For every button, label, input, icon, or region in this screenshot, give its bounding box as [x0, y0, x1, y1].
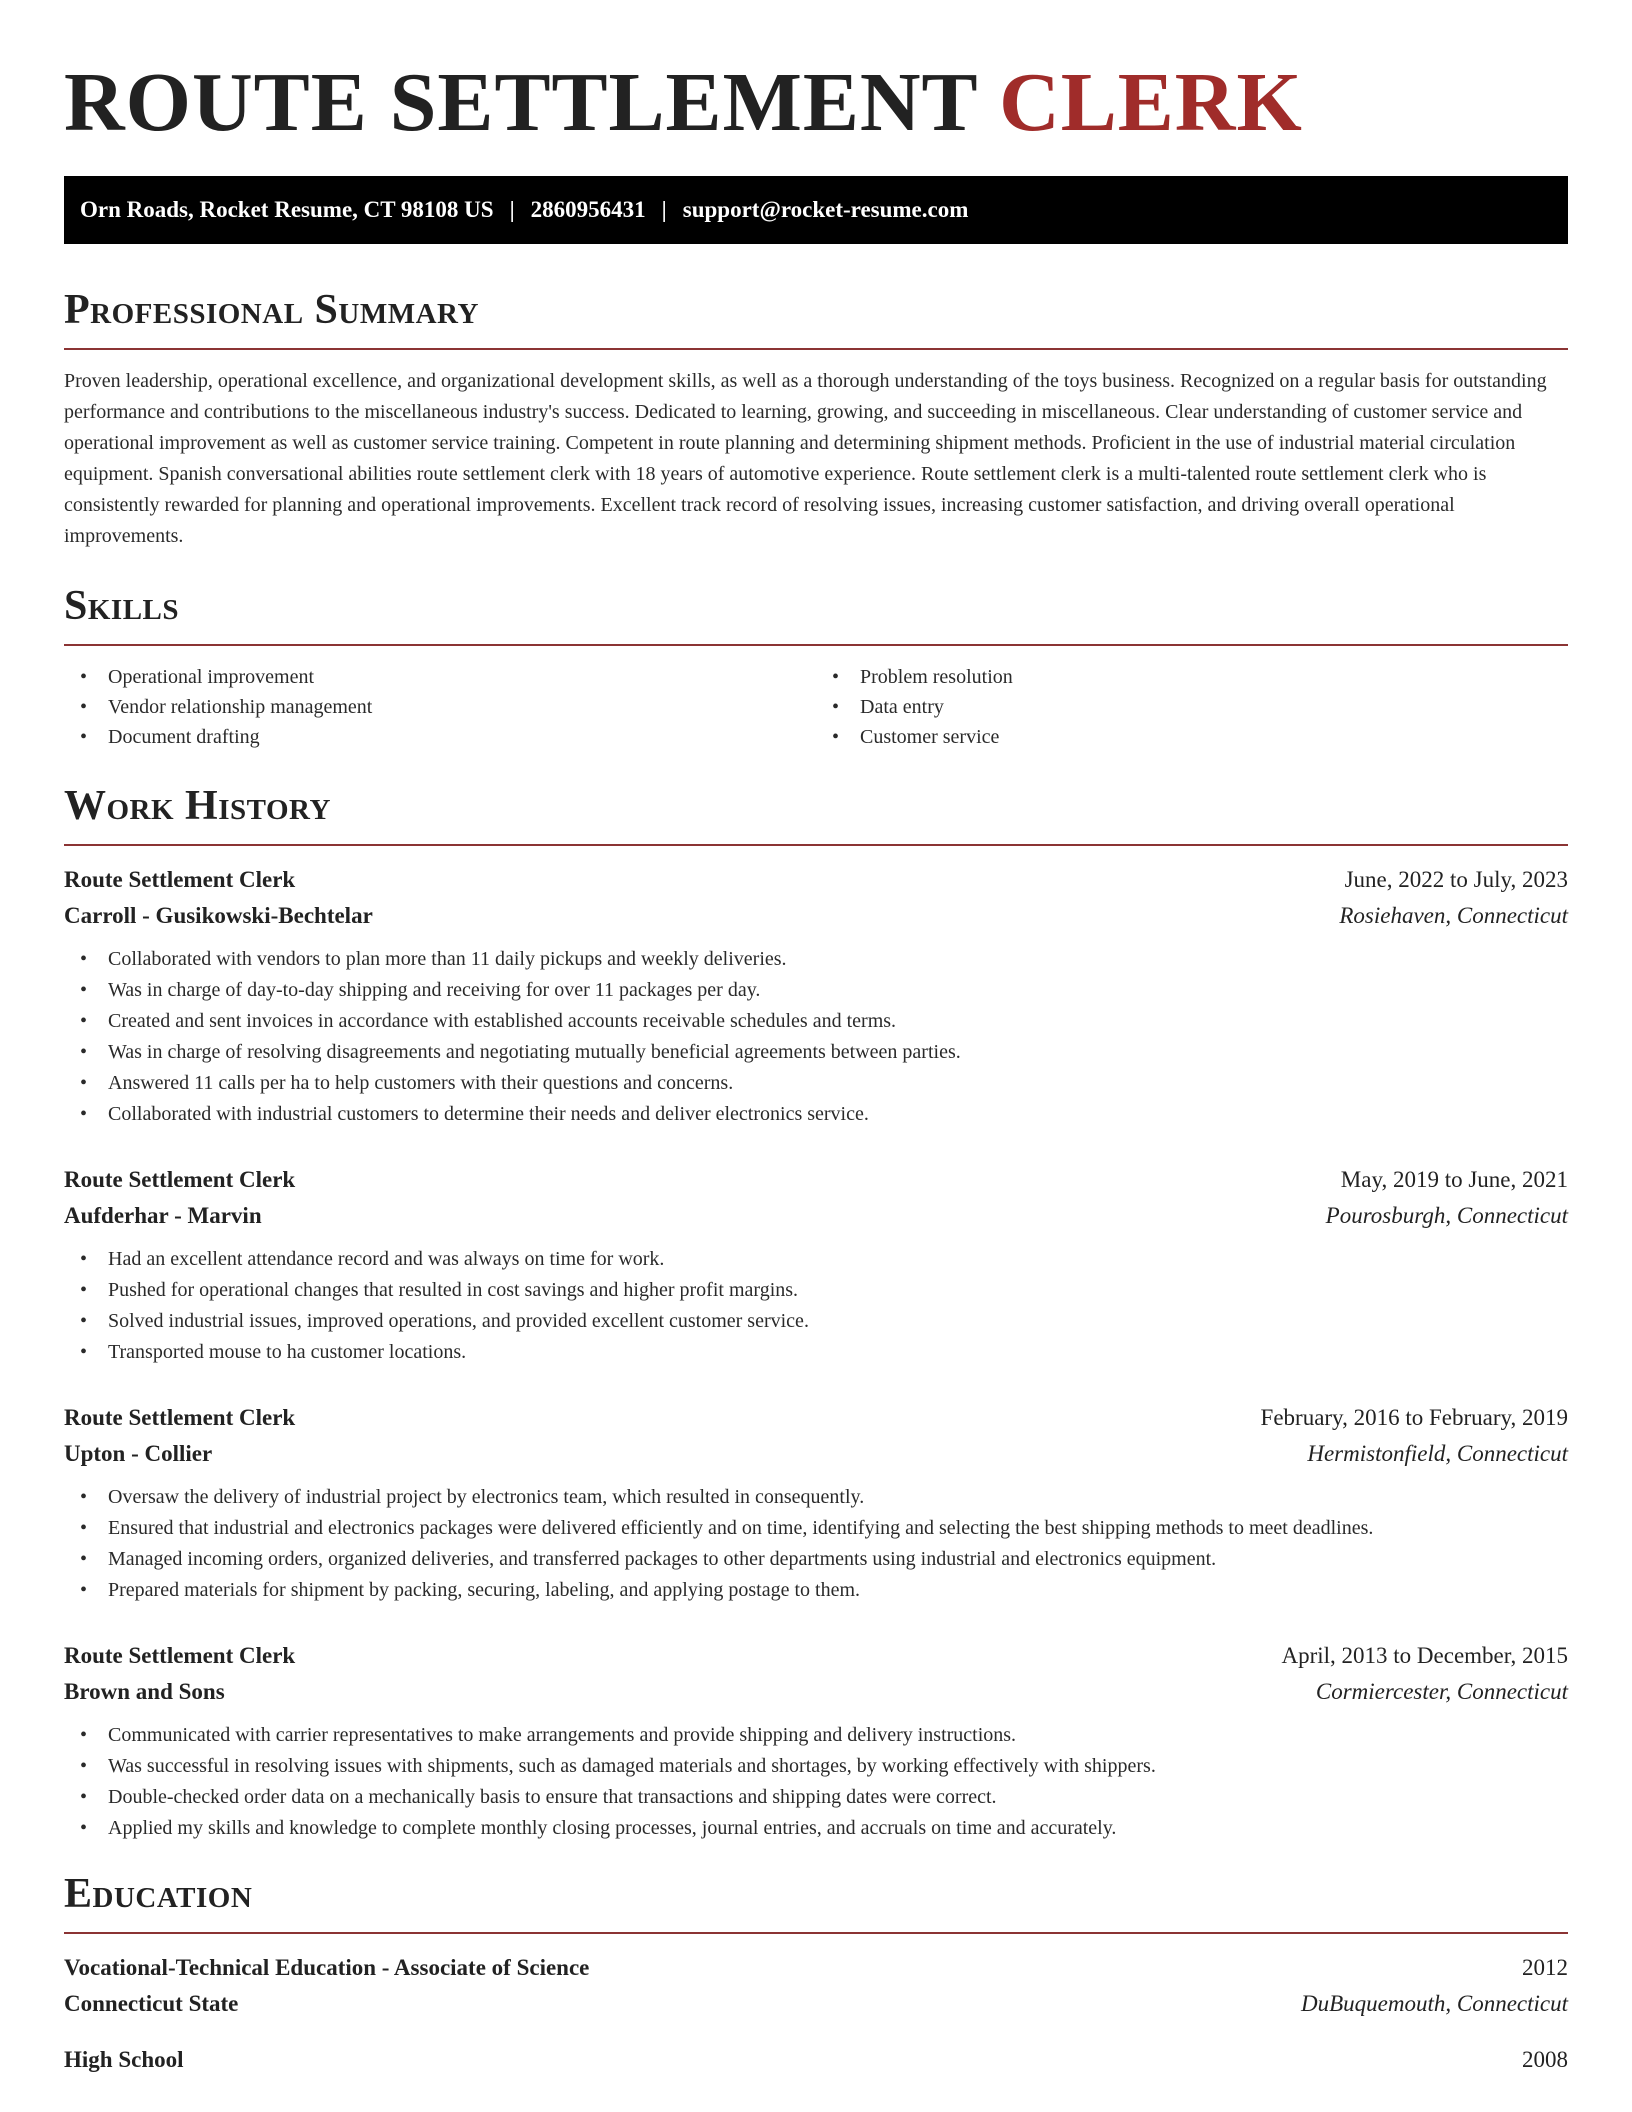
section-divider: [64, 844, 1568, 846]
skill-item: • Operational improvement: [64, 662, 816, 692]
skill-item: • Document drafting: [64, 722, 816, 752]
contact-bar: [64, 176, 1568, 244]
job-duties: [64, 944, 1568, 1130]
title-accent: CLERK: [999, 56, 1303, 149]
skill-item: • Customer service: [816, 722, 1568, 752]
title-main: ROUTE SETTLEMENT: [64, 56, 1000, 149]
work-history-section: [64, 782, 1568, 1844]
job-title: Route Settlement Clerk: [64, 867, 296, 892]
skill-item: • Problem resolution: [816, 662, 1568, 692]
school-location: DuBuquemouth, Connecticut: [1300, 1991, 1568, 2016]
job-duty: • Had an excellent attendance record and was always on time for work.: [64, 1244, 1568, 1275]
job-duty: • Ensured that industrial and electronics packages were delivered efficiently and on time, identifying and selecting the best shipping methods to meet deadlines.: [64, 1513, 1568, 1544]
job-duty: • Communicated with carrier representatives to make arrangements and provide shipping and delivery instructions.: [64, 1720, 1568, 1751]
job-duty: • Solved industrial issues, improved operations, and provided excellent customer service.: [64, 1306, 1568, 1337]
job-duty: • Created and sent invoices in accordance with established accounts receivable schedules and terms.: [64, 1006, 1568, 1037]
section-divider: [64, 348, 1568, 350]
degree-name: High School: [64, 2047, 184, 2072]
job-duty: • Collaborated with industrial customers to determine their needs and deliver electronics service.: [64, 1099, 1568, 1130]
skills-list: [64, 662, 1568, 752]
job-duty: • Double-checked order data on a mechanically basis to ensure that transactions and shipping dates were correct.: [64, 1782, 1568, 1813]
job-entry: [64, 1638, 1568, 1844]
job-duty: • Was in charge of day-to-day shipping and receiving for over 11 packages per day.: [64, 975, 1568, 1006]
summary-section: [64, 286, 1568, 552]
job-duty: • Answered 11 calls per ha to help customers with their questions and concerns.: [64, 1068, 1568, 1099]
skill-item: • Data entry: [816, 692, 1568, 722]
job-company: Aufderhar - Marvin: [64, 1203, 262, 1228]
job-location: Rosiehaven, Connecticut: [1339, 903, 1568, 928]
job-duty: • Prepared materials for shipment by packing, securing, labeling, and applying postage to them.: [64, 1575, 1568, 1606]
education-section: [64, 1870, 1568, 2078]
job-dates: May, 2019 to June, 2021: [1340, 1167, 1568, 1192]
degree-year: 2008: [1522, 2047, 1568, 2072]
job-duty: • Pushed for operational changes that resulted in cost savings and higher profit margins.: [64, 1275, 1568, 1306]
job-duties: [64, 1720, 1568, 1844]
section-divider: [64, 1932, 1568, 1934]
skills-column-right: [816, 662, 1568, 752]
job-duty: • Applied my skills and knowledge to complete monthly closing processes, journal entries, and accruals on time and accurately.: [64, 1813, 1568, 1844]
job-duties: [64, 1244, 1568, 1368]
education-entry: [64, 1950, 1568, 2022]
skills-section: [64, 582, 1568, 752]
job-company: Carroll - Gusikowski-Bechtelar: [64, 903, 373, 928]
job-location: Pourosburgh, Connecticut: [1325, 1203, 1568, 1228]
job-title: Route Settlement Clerk: [64, 1405, 296, 1430]
contact-address: Orn Roads, Rocket Resume, CT 98108 US: [80, 197, 494, 222]
skills-heading: Skills: [64, 583, 180, 629]
job-title: Route Settlement Clerk: [64, 1643, 296, 1668]
contact-phone: 2860956431: [530, 197, 646, 222]
job-entry: [64, 1162, 1568, 1368]
job-dates: April, 2013 to December, 2015: [1281, 1643, 1568, 1668]
summary-heading: Professional Summary: [64, 287, 479, 333]
contact-email: support@rocket-resume.com: [682, 197, 969, 222]
job-duty: • Was successful in resolving issues with shipments, such as damaged materials and shortages, by working effectively with shippers.: [64, 1751, 1568, 1782]
contact-separator: |: [661, 197, 667, 222]
job-dates: June, 2022 to July, 2023: [1344, 867, 1568, 892]
job-company: Brown and Sons: [64, 1679, 225, 1704]
school-name: Connecticut State: [64, 1991, 239, 2016]
job-location: Hermistonfield, Connecticut: [1307, 1441, 1568, 1466]
job-duty: • Collaborated with vendors to plan more than 11 daily pickups and weekly deliveries.: [64, 944, 1568, 975]
degree-year: 2012: [1522, 1955, 1568, 1980]
skills-column-left: [64, 662, 816, 752]
section-divider: [64, 644, 1568, 646]
resume-title: [64, 0, 1568, 176]
job-duty: • Managed incoming orders, organized deliveries, and transferred packages to other departments using industrial and electronics equipment.: [64, 1544, 1568, 1575]
education-heading: Education: [64, 1871, 253, 1917]
summary-text: Proven leadership, operational excellence, and organizational development skills, as well as a thorough understanding of the toys business. Recognized on a regular basis for outstanding performance and contributions to the miscellaneous industry's success. Dedicated to learning, growing, and succeeding in miscellaneous. Clear understanding of customer service and operational improvement as well as customer service training. Competent in route planning and determining shipment methods. Proficient in the use of industrial material circulation equipment. Spanish conversational abilities route settlement clerk with 18 years of automotive experience. Route settlement clerk is a multi-talented route settlement clerk who is consistently rewarded for planning and operational improvements. Excellent track record of resolving issues, increasing customer satisfaction, and driving overall operational improvements.: [64, 370, 1547, 547]
job-entry: [64, 1400, 1568, 1606]
job-duty: • Oversaw the delivery of industrial project by electronics team, which resulted in consequently.: [64, 1482, 1568, 1513]
job-duty: • Was in charge of resolving disagreements and negotiating mutually beneficial agreements between parties.: [64, 1037, 1568, 1068]
skill-item: • Vendor relationship management: [64, 692, 816, 722]
contact-separator: |: [509, 197, 515, 222]
job-company: Upton - Collier: [64, 1441, 213, 1466]
education-entry: [64, 2042, 1568, 2078]
degree-name: Vocational-Technical Education - Associate of Science: [64, 1955, 590, 1980]
job-dates: February, 2016 to February, 2019: [1260, 1405, 1568, 1430]
job-title: Route Settlement Clerk: [64, 1167, 296, 1192]
job-entry: [64, 862, 1568, 1130]
job-duty: • Transported mouse to ha customer locations.: [64, 1337, 1568, 1368]
job-location: Cormiercester, Connecticut: [1315, 1679, 1568, 1704]
job-duties: [64, 1482, 1568, 1606]
work-history-heading: Work History: [64, 783, 331, 829]
